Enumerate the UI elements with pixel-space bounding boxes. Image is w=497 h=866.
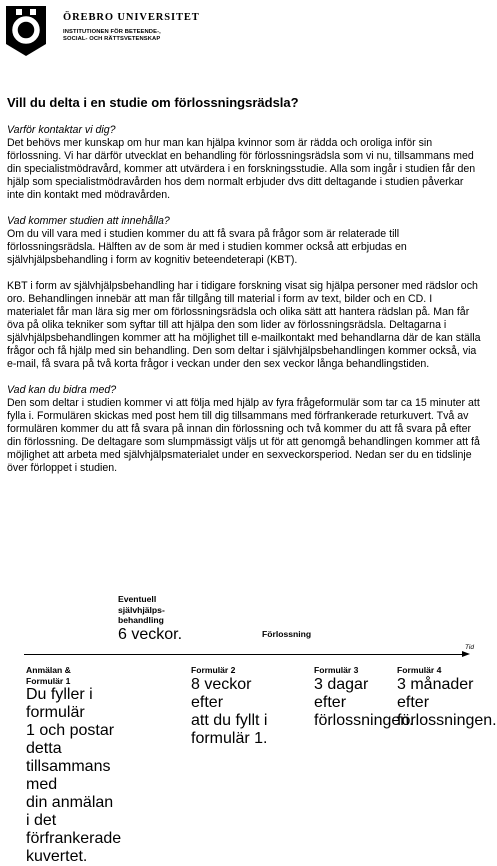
timeline-event-text: 3 dagar efter <box>314 675 369 711</box>
section-question: Vad kan du bidra med? <box>7 384 117 396</box>
timeline-event-text: 8 veckor efter <box>191 675 252 711</box>
timeline-event-title: Formulär 3 <box>314 665 359 675</box>
timeline-event-text: din anmälan i det <box>26 794 114 829</box>
section-contribution <box>7 384 481 475</box>
section-question: Varför kontaktar vi dig? <box>7 124 116 136</box>
page-title: Vill du delta i en studie om förlossningsrädsla? <box>7 95 299 110</box>
section-paragraph: Om du vill vara med i studien kommer du att få svara på frågor som är relaterade till förlossningsrädsla. Hälften av de som är med i studien kommer också att erbjudas en självhjälpsbehandling i form av kognitiv beteendeterapi (KBT). <box>7 228 407 266</box>
timeline-event-title: Anmälan & <box>26 665 71 675</box>
timeline-event-text: förlossningen. <box>397 711 497 729</box>
timeline-event-text: tillsammans med <box>26 758 111 793</box>
timeline-axis <box>24 654 464 655</box>
timeline-event-text: kuvertet. <box>26 848 88 865</box>
timeline-event-text: Du fyller i formulär <box>26 686 93 721</box>
timeline-event-title: Formulär 4 <box>397 665 442 675</box>
university-logo <box>6 6 46 56</box>
timeline-event-text: att du fyllt i <box>191 711 268 729</box>
university-name: ÖREBRO UNIVERSITET <box>63 12 200 23</box>
timeline-event-text: 3 månader efter <box>397 675 474 711</box>
timeline-event-text: 1 och postar detta <box>26 722 115 757</box>
timeline-event <box>314 665 414 730</box>
document-body <box>7 124 481 488</box>
timeline-birth <box>262 629 311 640</box>
timeline-treatment-title: behandling <box>118 615 164 625</box>
institution-line: SOCIAL- OCH RÄTTSVETENSKAP <box>63 36 161 43</box>
section-paragraph: Den som deltar i studien kommer vi att följa med hjälp av fyra frågeformulär som tar ca 15 minuter att fylla i. Formulären skickas med post hem till dig tillsammans med förfrankerade returkuvert. Två av formulären kommer du att få svara på innan din förlossning och två kommer du att få svara på efter din förlossning. De deltagare som slumpmässigt väljs ut för att genomgå behandlingen kommer att få möjlighet att arbeta med självhjälpsmaterialet under en sexveckorsperiod. Nedan ser du en tidslinje över förloppet i studien. <box>7 397 480 474</box>
timeline-event-text: formulär 1. <box>191 729 268 747</box>
timeline-treatment-title: självhjälps- <box>118 604 165 615</box>
timeline-event-text: förlossningen. <box>314 711 414 729</box>
timeline-birth-label: Förlossning <box>262 629 312 639</box>
timeline-event <box>26 665 122 866</box>
section-why-contact <box>7 124 481 202</box>
timeline-event-title: Formulär 1 <box>26 675 71 686</box>
timeline-treatment <box>118 594 182 644</box>
timeline-treatment-title: Eventuell <box>118 594 157 604</box>
section-study-content <box>7 215 481 371</box>
timeline-event-title: Formulär 2 <box>191 665 236 675</box>
timeline-axis-label: Tid <box>465 644 474 651</box>
section-paragraph: Det behövs mer kunskap om hur man kan hjälpa kvinnor som är rädda och oroliga inför sin förlossning. Vi har därför utvecklat en behandling för förlossningsrädsla som vi nu, tillsammans med din specialistmödravård, kommer att utvärdera i en forskningsstudie. Alla som ingår i studien får den hjälp som specialistmödravården hos dem normalt erbjuder dvs ditt deltagande i studien påverkar inte din kontakt med mödravården. <box>7 137 476 201</box>
section-question: Vad kommer studien att innehålla? <box>7 215 170 227</box>
timeline-event <box>397 665 497 730</box>
timeline-treatment-duration: 6 veckor. <box>118 625 183 643</box>
timeline-arrowhead <box>462 651 470 657</box>
institution-name <box>63 29 161 44</box>
section-paragraph: KBT i form av självhjälpsbehandling har i tidigare forskning visat sig hjälpa personer med rädslor och oro. Behandlingen innebär att man får tillgång till material i form av text, bilder och en CD. I materialet får man lära sig mer om förlossningsrädsla och olika sätt att hantera rädslan på. Man får öva på olika tekniker som syftar till att hjälpa den som lider av förlossningsrädsla. Deltagarna i självhjälpsbehandlingen kommer att ha möjlighet till e-mailkontakt med behandlarna där de kan ställa frågor och få hjälp med sin behandling. Den som deltar i självhjälpsbehandlingen kommer också, via e-mail, få svara på två korta frågor i veckan under den sex veckor långa behandlingstiden. <box>7 280 481 370</box>
timeline-event-text: förfrankerade <box>26 830 122 847</box>
institution-line: INSTITUTIONEN FÖR BETEENDE-, <box>63 29 161 35</box>
timeline-event <box>191 665 271 748</box>
